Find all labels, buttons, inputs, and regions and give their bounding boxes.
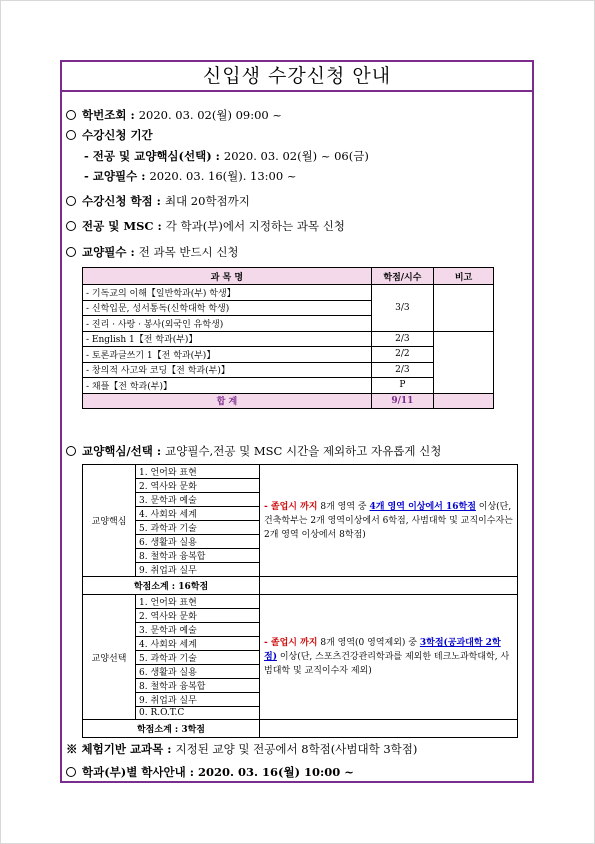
elective-subtotal-row: 학점소계 : 3학점 [83,720,518,738]
registration-required-line: - 교양필수 : 2020. 03. 16(월). 13:00 ~ [84,169,297,183]
table-row: 4. 사회와 세계 [83,507,518,521]
header-credits: 학점/시수 [371,268,433,285]
core-description: - 졸업시 까지 8개 영역 중 4개 영역 이상에서 16학점 이상(단, 건축학부는 2개 영역이상에서 6학점, 사범대학 및 교직이수자는 2개 영역 이상에서 8학점) [260,465,518,577]
table-row: 5. 과학과 기술 [83,521,518,535]
section-registration-period: 수강신청 기간 [66,127,153,143]
section-credits: 수강신청 학점 : 최대 20학점까지 [66,193,250,209]
title-divider [62,90,532,92]
registration-major-line: - 전공 및 교양핵심(선택) : 2020. 03. 02(월) ~ 06(금) [84,149,369,163]
table-row: 0. R.O.T.C [83,707,518,720]
section-core-elective: 교양핵심/선택 : 교양필수,전공 및 MSC 시간을 제외하고 자유롭게 신청 [66,443,441,459]
elective-description: - 졸업시 까지 8개 영역(0 영역제외) 중 3학점(공과대학 2학점) 이상(단, 스포츠건강관리학과를 제외한 테크노과학대학, 사범대학 및 교직이수자 제외) [260,595,518,720]
page-title: 신입생 수강신청 안내 [202,65,392,87]
header-course-name: 과 목 명 [83,268,372,285]
table-row: 9. 취업과 실무 [83,563,518,577]
table-row: - 창의적 사고와 코딩【전 학과(부)】 2/3 [83,362,494,378]
table-row: - English 1【전 학과(부)】 2/3 [83,331,494,347]
table-row: 3. 문학과 예술 [83,623,518,637]
table-row: 교양핵심 1. 언어와 표현 - 졸업시 까지 8개 영역 중 4개 영역 이상에서 16학점 이상(단, 건축학부는 2개 영역이상에서 6학점, 사범대학 및 교직이수자는 2개 영역 이상에서 8학점) [83,465,518,479]
table-row: 8. 철학과 융복합 [83,549,518,563]
table-row: 9. 취업과 실무 [83,693,518,707]
table-row: 교양선택 1. 언어와 표현 - 졸업시 까지 8개 영역(0 영역제외) 중 3학점(공과대학 2학점) 이상(단, 스포츠건강관리학과를 제외한 테크노과학대학, 사범대학 및 교직이수자 제외) [83,595,518,609]
table-row: - 기독교의 이해【일반학과(부) 학생】 3/3 [83,285,494,301]
table-row: 2. 역사와 문화 [83,609,518,623]
table-row: - 토론과글쓰기 1【전 학과(부)】 2/2 [83,347,494,363]
elective-group-label: 교양선택 [83,595,136,720]
core-group-label: 교양핵심 [83,465,136,577]
section-required-general: 교양필수 : 전 과목 반드시 신청 [66,244,239,260]
section-student-id: 학번조회 : 2020. 03. 02(월) 09:00 ~ [66,107,282,123]
circle-bullet-icon [66,446,76,456]
section-department-guide: 학과(부)별 학사안내 : 2020. 03. 16(월) 10:00 ~ [66,764,354,780]
table-row: 2. 역사와 문화 [83,479,518,493]
circle-bullet-icon [66,196,76,206]
required-courses-table [82,267,494,409]
core-subtotal-row: 학점소계 : 16학점 [83,577,518,595]
table-row: 6. 생활과 실용 [83,665,518,679]
table-row: - 신학입문, 성서통독(신학대학 학생) [83,300,494,316]
table-row: 4. 사회와 세계 [83,637,518,651]
circle-bullet-icon [66,247,76,257]
circle-bullet-icon [66,130,76,140]
header-note: 비고 [434,268,494,285]
table-row: 3. 문학과 예술 [83,493,518,507]
section-major-msc: 전공 및 MSC : 각 학과(부)에서 지정하는 과목 신청 [66,218,345,234]
table-row: 5. 과학과 기술 [83,651,518,665]
table-row: - 진리 · 사랑 · 봉사(외국인 유학생) [83,316,494,332]
section-experience-courses: ※ 체험기반 교과목 : 지정된 교양 및 전공에서 8학점(사범대학 3학점) [66,742,418,756]
table-row: 6. 생활과 실용 [83,535,518,549]
table-row: 8. 철학과 융복합 [83,679,518,693]
table-row: - 채플【전 학과(부)】 P [83,378,494,394]
table-total-row: 합 계 9/11 [83,393,494,409]
core-elective-table [82,464,518,738]
circle-bullet-icon [66,110,76,120]
circle-bullet-icon [66,221,76,231]
circle-bullet-icon [66,767,76,777]
